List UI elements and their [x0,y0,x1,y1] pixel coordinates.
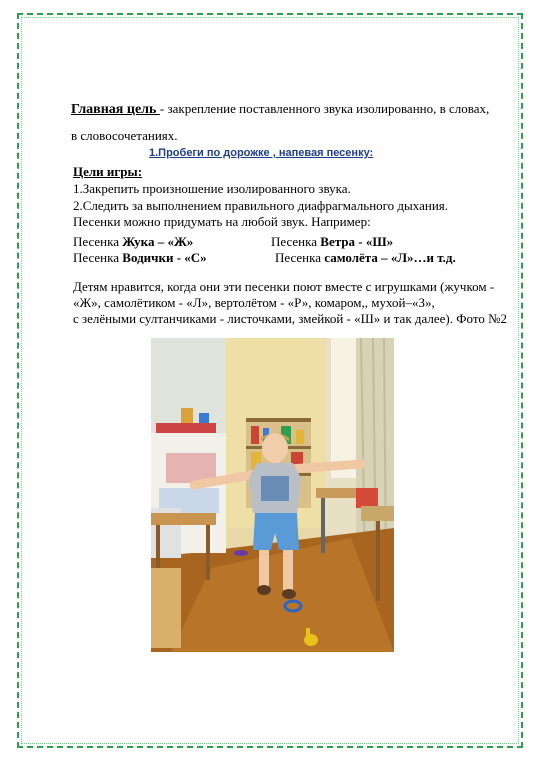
paragraph-line-3: с зелёными султанчиками - листочками, змейкой - «Ш» и так далее). Фото №2 [73,311,507,326]
aim-item-2: 2.Следить за выполнением правильного диафрагмального дыхания. [73,198,449,213]
aim-item-1: 1.Закрепить произношение изолированного звука. [73,181,351,196]
paragraph-line-2: «Ж», самолётиком - «Л», вертолётом - «Р», комаром,, мухой–«З», [73,295,435,310]
aims-title: Цели игры: [73,164,143,179]
song-3: Песенка Водички - «С» [73,250,207,265]
classroom-photo [151,338,394,652]
aim-note: Песенки можно придумать на любой звук. Например: [73,214,371,229]
paragraph-line-1: Детям нравится, когда они эти песенки поют вместе с игрушками (жучком - [73,279,495,294]
song-4-name: самолёта – «Л»…и т.д. [324,250,456,265]
song-4: Песенка самолёта – «Л»…и т.д. [275,250,456,265]
song-1-name: Жука – «Ж» [122,234,194,249]
goal-continuation: в словосочетаниях. [71,128,178,143]
game-title: 1.Пробеги по дорожке , напевая песенку: [149,147,374,159]
song-2-name: Ветра - «Ш» [320,234,394,249]
song-2: Песенка Ветра - «Ш» [271,234,394,249]
goal-label: Главная цель [71,102,160,117]
goal-line [71,100,489,118]
song-3-name: Водички - «С» [122,250,207,265]
goal-text: - закрепление поставленного звука изолированно, в словах, [159,101,490,116]
song-1: Песенка Жука – «Ж» [73,234,194,249]
